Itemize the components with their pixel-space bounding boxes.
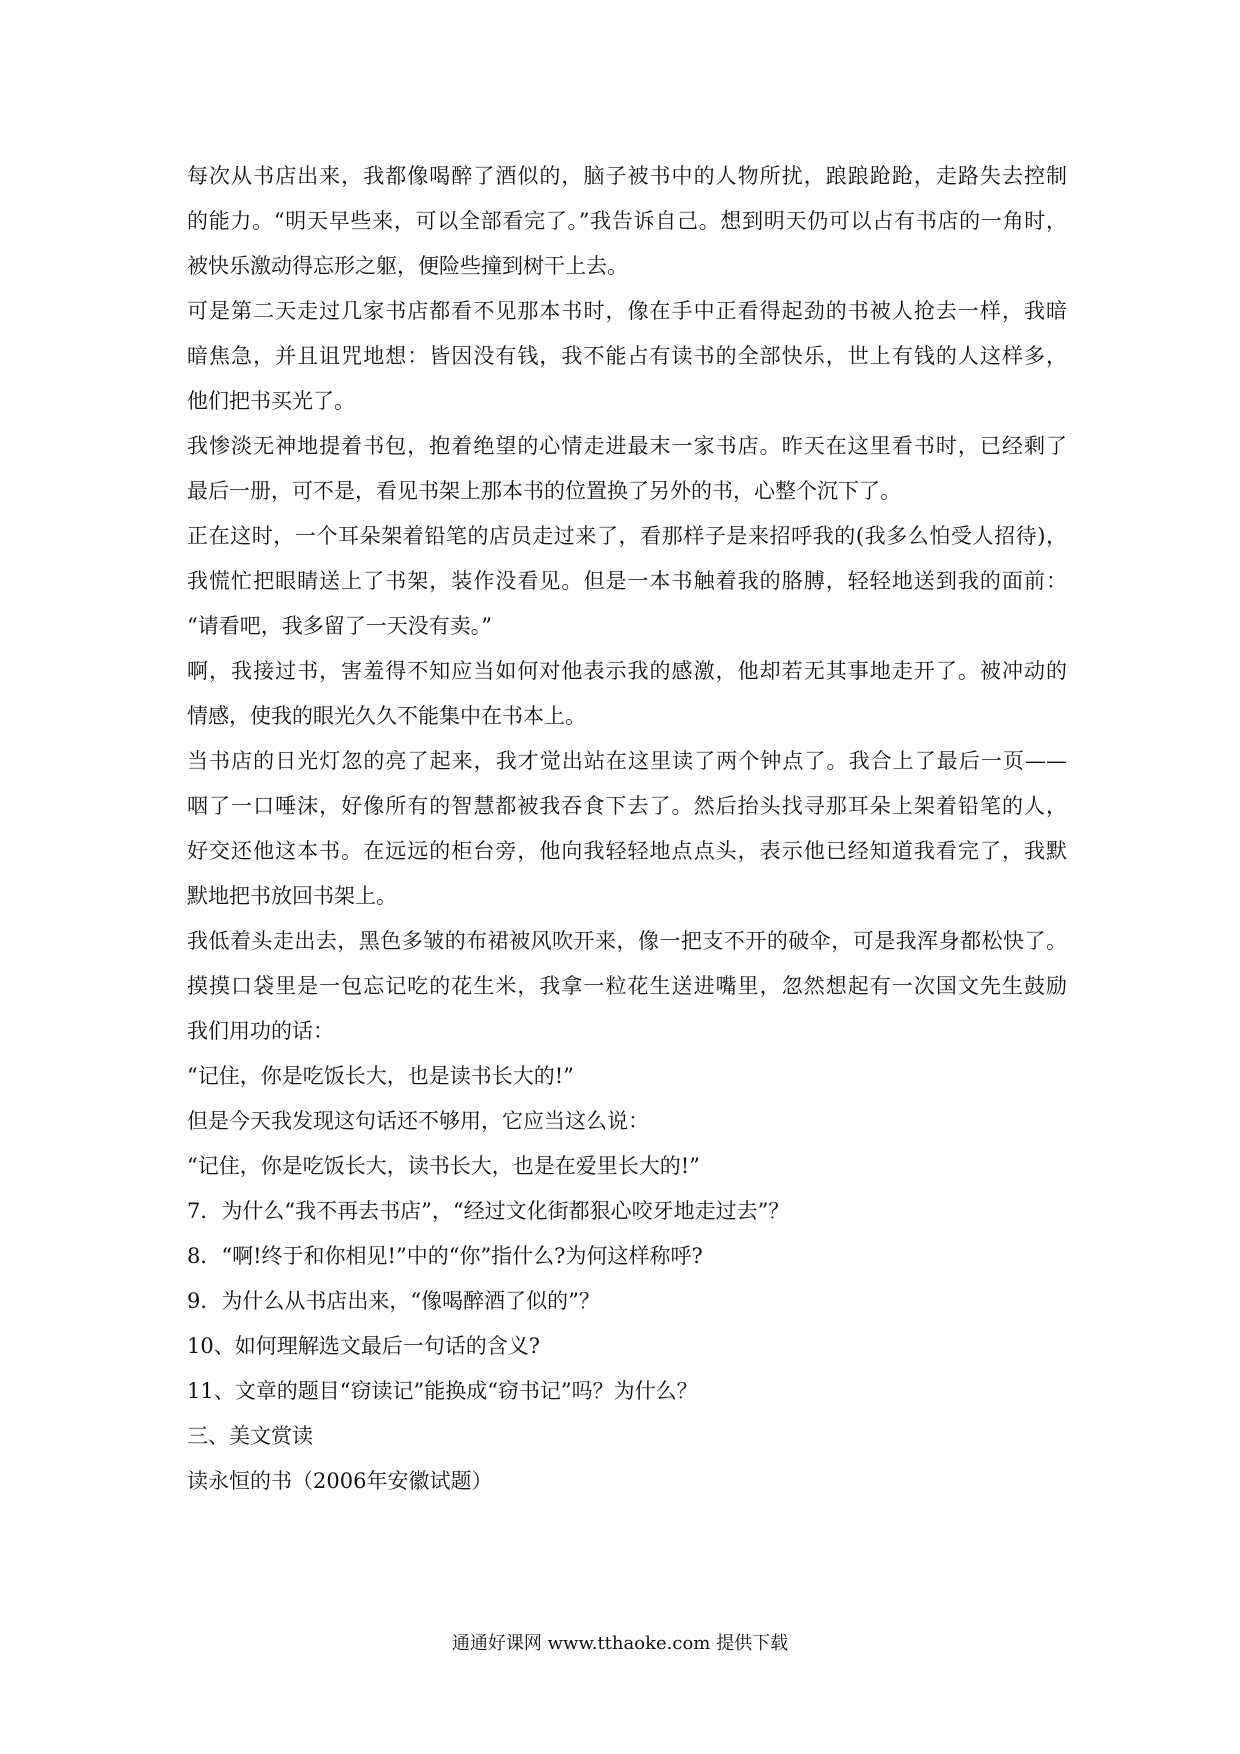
text-line: 咽了一口唾沫，好像所有的智慧都被我吞食下去了。然后抬头找寻那耳朵上架着铅笔的人， [187, 794, 1067, 818]
text-line: 我们用功的话： [187, 1019, 334, 1043]
text-line: 最后一册，可不是，看见书架上那本书的位置换了另外的书，心整个沉下了。 [187, 479, 901, 503]
section-heading: 三、美文赏读 [187, 1424, 313, 1448]
question-7: 7．为什么“我不再去书店”，“经过文化街都狠心咬牙地走过去”？ [187, 1199, 790, 1223]
text-line: 但是今天我发现这句话还不够用，它应当这么说： [187, 1109, 649, 1133]
text-line: 暗焦急，并且诅咒地想：皆因没有钱，我不能占有读书的全部快乐，世上有钱的人这样多， [187, 344, 1067, 368]
question-10: 10、如何理解选文最后一句话的含义? [187, 1334, 540, 1358]
text-line: 被快乐激动得忘形之躯，便险些撞到树干上去。 [187, 254, 628, 278]
text-line: 的能力。“明天早些来，可以全部看完了。”我告诉自己。想到明天仍可以占有书店的一角时， [187, 209, 1067, 233]
article-title: 读永恒的书（2006年安徽试题） [187, 1469, 493, 1493]
text-line: 摸摸口袋里是一包忘记吃的花生米，我拿一粒花生送进嘴里，忽然想起有一次国文先生鼓励 [187, 974, 1067, 998]
quote-line: “记住，你是吃饭长大，读书长大，也是在爱里长大的!” [187, 1154, 700, 1178]
text-line: 好交还他这本书。在远远的柜台旁，他向我轻轻地点点头，表示他已经知道我看完了，我默 [187, 839, 1067, 863]
text-line: 他们把书买光了。 [187, 389, 355, 413]
text-line: 我惨淡无神地提着书包，抱着绝望的心情走进最末一家书店。昨天在这里看书时，已经剩了 [187, 434, 1067, 458]
text-line: 情感，使我的眼光久久不能集中在书本上。 [187, 704, 586, 728]
text-line: 正在这时，一个耳朵架着铅笔的店员走过来了，看那样子是来招呼我的(我多么怕受人招待)， [187, 524, 1067, 548]
text-line: 当书店的日光灯忽的亮了起来，我才觉出站在这里读了两个钟点了。我合上了最后一页—— [187, 749, 1067, 773]
text-line: 啊，我接过书，害羞得不知应当如何对他表示我的感激，他却若无其事地走开了。被冲动的 [187, 659, 1067, 683]
text-line: “请看吧，我多留了一天没有卖。” [187, 614, 492, 638]
text-line: 默地把书放回书架上。 [187, 884, 397, 908]
question-9: 9．为什么从书店出来，“像喝醉酒了似的”？ [187, 1289, 600, 1313]
page-footer: 通通好课网 www.tthaoke.com 提供下载 [451, 1633, 789, 1654]
question-11: 11、文章的题目“窃读记”能换成“窃书记”吗？为什么？ [187, 1379, 698, 1403]
question-8: 8．“啊!终于和你相见!”中的“你”指什么?为何这样称呼? [187, 1244, 703, 1268]
text-line: 每次从书店出来，我都像喝醉了酒似的，脑子被书中的人物所扰，踉踉跄跄，走路失去控制 [187, 164, 1067, 188]
page-body [187, 152, 1067, 1502]
quote-line: “记住，你是吃饭长大，也是读书长大的!” [187, 1064, 574, 1088]
text-line: 可是第二天走过几家书店都看不见那本书时，像在手中正看得起劲的书被人抢去一样，我暗 [187, 299, 1067, 323]
text-line: 我低着头走出去，黑色多皱的布裙被风吹开来，像一把支不开的破伞，可是我浑身都松快了。 [187, 929, 1067, 953]
text-line: 我慌忙把眼睛送上了书架，装作没看见。但是一本书触着我的胳膊，轻轻地送到我的面前： [187, 569, 1067, 593]
